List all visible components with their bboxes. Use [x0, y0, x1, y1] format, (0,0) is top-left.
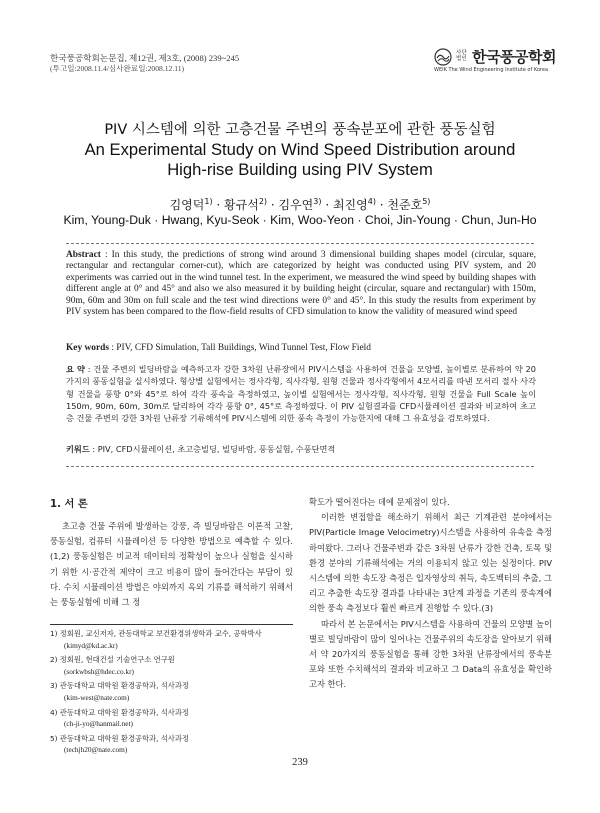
title-english-line2: High-rise Building using PIV System [167, 160, 433, 179]
divider-bottom [66, 466, 534, 467]
intro-paragraph-1: 초고층 건물 주위에 발생하는 강풍, 즉 빌딩바람은 이론적 고찰, 풍동실험, 컴퓨터 시뮬레이션 등 다양한 방법으로 예측할 수 있다.(1,2) 풍동실험은 비교적 데이터의 정확성이 높으나 실험을 실시하기 위한 시·공간적 제약이 크고 비용이 많이 들어간다는 부담이 있다. 수치 시뮬레이션 방법은 야외까지 옥외 기류를 해석하기 위해서는 풍동실험에 비해 그 정 [50, 521, 293, 608]
keywords [66, 343, 536, 353]
logo-society-name: 한국풍공학회 [472, 48, 556, 66]
authors-english: Kim, Young-Duk · Hwang, Kyu-Seok · Kim, Woo-Yeon · Choi, Jin-Young · Chun, Jun-Ho [63, 213, 537, 227]
abstract-label: Abstract [66, 250, 101, 260]
weik-logo-icon [434, 48, 452, 66]
intro-paragraph-3: 따라서 본 논문에서는 PIV시스템을 사용하여 건물의 모양별 높이별로 빌딩바람이 많이 일어나는 건물주위의 속도장을 알아보기 위해서 약 20가지의 풍동실험을 통해 강한 3차원 난류장에서의 풍속분포와 또한 수치해석의 결과와 비교하고 그 Data의 유효성을 확인하고자 한다. [309, 618, 552, 690]
keywords-korean-text: : PIV, CFD시뮬레이션, 초고층빌딩, 빌딩바람, 풍동실험, 수풍단면적 [92, 444, 336, 454]
section-heading: 1. 서 론 [50, 499, 88, 510]
footnote-4: 4) 관동대학교 대학원 환경공학과, 석사과정 (ch-ji-yo@hanmail.net) [50, 707, 189, 729]
author-3: 김우연$^{3)}$ [278, 197, 322, 212]
abstract-text: : In this study, the predictions of strong wind around 3 dimensional building shapes model (circular, square, rectangular and rectangular corner-cut), which are categorized by height was conducted using PIV system, and 20 experiments was carried out in the wind tunnel test. In the experiment, we measured the wind speed by building shapes with different angle at 0° and 45° and also we also measured it by building height (circular, square and rectangular) with 150m, 90m, 60m and 30m on full scale and the test wind directions were 0° and 45°. In this study the results from experiment by PIV system has been compared to the flow-field results of CFD simulation to know the validity of measured wind speed [66, 250, 536, 318]
author-4: 최진영$^{4)}$ [332, 197, 376, 212]
submission-dates: (투고일:2008.11.4/심사완료일:2008.12.11) [50, 64, 185, 73]
summary-label: 요 약 [66, 364, 85, 374]
footnote-5: 5) 관동대학교 대학원 환경공학과, 석사과정 (techjh20@nate.com) [50, 733, 189, 755]
divider-top [66, 243, 534, 244]
author-2: 황규석$^{2)}$ [224, 197, 268, 212]
summary-text: : 건물 주변의 빌딩바람을 예측하고자 강한 3차원 난류장에서 PIV시스템을 사용하여 건물을 모양별, 높이별로 분류하여 약 20가지의 풍동실험을 실시하였다. 형상별 실험에서는 정사각형, 직사각형, 원형 건물과 정사각형에서 4모서리를 따낸 모서리 절사 사각형 건물을 풍향 0°와 45°로 하여 각각 풍속을 측정하였고, 높이별 실험에서는 정사각형, 직사각형, 원형 건물을 Full Scale 높이 150m, 90m, 60m, 30m로 달리하여 각각 풍향 0°, 45°로 측정하였다. 이 PIV 실험결과를 CFD시뮬레이션 결과와 비교하여 초고층 건물 주변의 강한 3차원 난류장 기류해석에 PIV시스템에 의한 풍속 측정이 가능한지에 대해 그 유효성을 검토하였다. [66, 364, 536, 424]
footnote-1: 1) 정회원, 교신저자, 관동대학교 보건환경위생학과 교수, 공학박사 (kimyd@kd.ac.kr) [50, 629, 262, 650]
journal-citation: 한국풍공학회논문집, 제12권, 제3호, (2008) 239~245 [50, 53, 240, 63]
logo-subtitle: WEIK The Wind Engineering Institute of Korea [434, 67, 549, 73]
authors-korean: 김영덕$^{1)}$ · 황규석$^{2)}$ · 김우연$^{3)}$ · 최진영$^{4)}$ · 천준호$^{5)}$ [169, 197, 431, 212]
author-1: 김영덕$^{1)}$ [169, 197, 213, 212]
footnote-2: 2) 정회원, 현대건설 기술연구소 연구원 (sorkwbsh@hdec.co.kr) [50, 655, 175, 676]
intro-paragraph-2: 이러한 변접함을 해소하기 위해서 최근 기계관련 분야에서는 PIV(Particle Image Velocimetry)시스템을 사용하여 유속을 측정하여왔다. 그러나 건물주변과 같은 3차원 난류가 강한 건축, 토목 및 환경 분야의 기류해석에는 거의 이용되지 않고 있는 실정이다. PIV시스템에 의한 속도장 측정은 입자영상의 취득, 속도벡터의 추출, 그리고 추출한 속도장 결과를 나타내는 3단계 과정을 기존의 풍속계에 의한 풍속 측정보다 훨씬 빠르게 진행할 수 있다.(3) [309, 512, 552, 614]
title-korean: PIV 시스템에 의한 고층건물 주변의 풍속분포에 관한 풍동실험 [104, 122, 496, 138]
right-column [309, 495, 552, 693]
page-number: 239 [292, 757, 308, 768]
keywords-label: Key words [66, 343, 109, 353]
society-logo [434, 46, 559, 76]
footnotes [50, 628, 293, 759]
author-5: 천준호$^{5)}$ [387, 197, 431, 212]
keywords-korean [66, 444, 536, 455]
footnote-3: 3) 관동대학교 대학원 환경공학과, 석사과정 (kim-west@nate.com) [50, 681, 189, 702]
abstract [66, 250, 536, 318]
intro-paragraph-1-cont: 확도가 떨어진다는 데에 문제점이 있다. [309, 497, 450, 507]
title-english-line1: An Experimental Study on Wind Speed Distribution around [84, 140, 516, 159]
logo-small-text: 사단법인 [456, 50, 467, 62]
keywords-korean-label: 키워드 [66, 444, 90, 454]
title-english [0, 140, 600, 180]
left-column [50, 495, 293, 610]
korean-summary [66, 363, 536, 424]
footnote-rule [50, 624, 293, 625]
keywords-text: : PIV, CFD Simulation, Tall Buildings, Wind Tunnel Test, Flow Field [111, 343, 371, 353]
